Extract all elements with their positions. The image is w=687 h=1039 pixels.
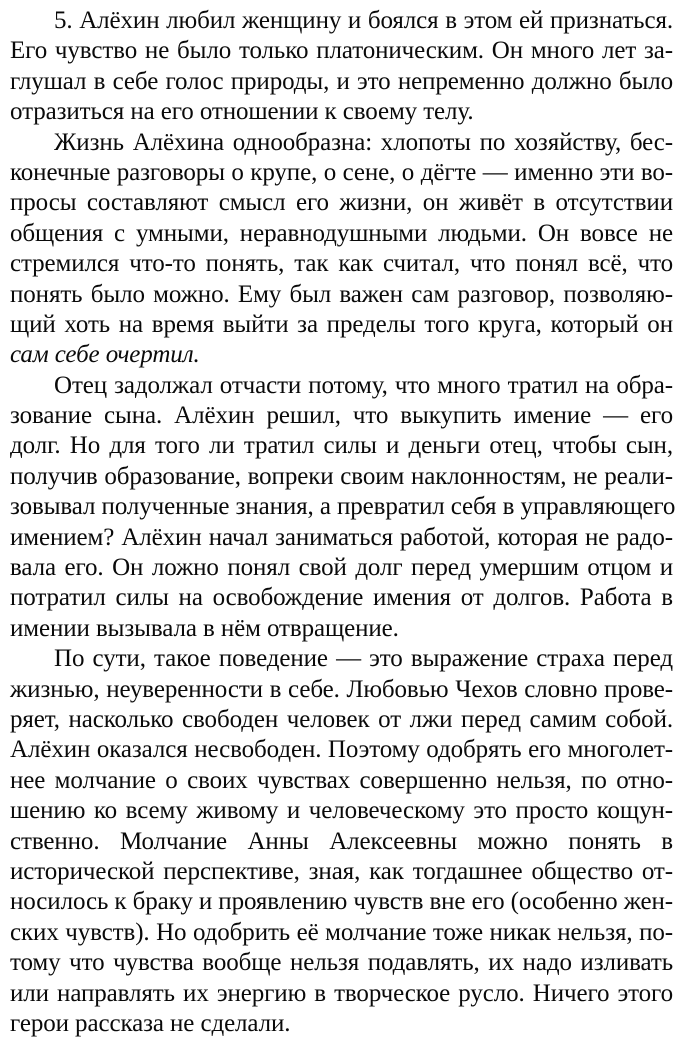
text-line: Отец задолжал отчасти потому, что много тратил на обра- (54, 371, 673, 399)
text-line: герои рассказа не сделали. (10, 1009, 291, 1037)
text-line: вала его. Он ложно понял свой долг перед умершим отцом и (10, 554, 673, 582)
text-line: тому что чувства вообще нельзя подавлять, их надо изливать (10, 949, 673, 977)
text-line: жизнью, неуверенности в себе. Любовью Чехов словно прове- (10, 675, 673, 703)
text-line: ских чувств). Но одобрить её молчание тоже никак нельзя, по- (10, 918, 673, 946)
text-line: щий хоть на время выйти за пределы того круга, который он (10, 310, 673, 338)
paragraph-3 (10, 371, 676, 645)
paragraph-1 (10, 6, 673, 128)
text-line: нее молчание о своих чувствах совершенно нельзя, по отно- (10, 766, 673, 794)
paragraph-2 (10, 128, 673, 371)
text-line: 5. Алёхин любил женщину и боялся в этом ей признаться. (54, 7, 673, 34)
text-line: ряет, насколько свободен человек от лжи перед самим собой. (10, 705, 673, 733)
text-line: Его чувство не было только платоническим. Он много лет за- (10, 37, 673, 65)
text-line: конечные разговоры о крупе, о сене, о дёгте — именно эти во- (10, 158, 673, 186)
text-line: отразиться на его отношении к своему телу. (10, 98, 474, 126)
text-line: носилось к браку и проявлению чувств вне его (особенно жен- (10, 888, 674, 916)
text-line: Жизнь Алёхина однообразна: хлопоты по хозяйству, бес- (54, 128, 673, 156)
text-line: исторической перспективе, зная, как тогдашнее общество от- (10, 857, 673, 885)
text-line: стремился что-то понять, так как считал, что понял всё, что (10, 250, 673, 278)
text-line: зовывал полученные знания, а превратил себя в управляющего (10, 493, 676, 521)
text-line: просы составляют смысл его жизни, он живёт в отсутствии (10, 189, 673, 217)
text-line: или направлять их энергию в творческое русло. Ничего этого (10, 979, 673, 1007)
text-line: получив образование, вопреки своим наклонностям, не реали- (10, 462, 673, 490)
text-line: понять было можно. Ему был важен сам разговор, позволяю- (10, 280, 673, 308)
text-line: глушал в себе голос природы, и это непременно должно было (10, 67, 673, 95)
paragraph-4 (10, 644, 673, 1039)
text-line: общения с умными, неравнодушными людьми. Он вовсе не (10, 219, 673, 247)
text-line-italic: сам себе очертил. (10, 341, 200, 369)
text-line: зование сына. Алёхин решил, что выкупить имение — его (10, 402, 673, 430)
text-line: имении вызывала в нём отвращение. (10, 614, 399, 642)
text-line: потратил силы на освобождение имения от долгов. Работа в (10, 584, 673, 612)
text-line: шению ко всему живому и человеческому это просто кощун- (10, 797, 673, 825)
text-line: По сути, такое поведение — это выражение страха перед (54, 645, 673, 673)
text-line: ственно. Молчание Анны Алексеевны можно понять в (10, 827, 673, 855)
text-line: Алёхин оказался несвободен. Поэтому одобрять его многолет- (10, 736, 673, 764)
text-line: имением? Алёхин начал заниматься работой, которая не радо- (10, 523, 673, 551)
text-line: долг. Но для того ли тратил силы и деньги отец, чтобы сын, (10, 432, 673, 460)
